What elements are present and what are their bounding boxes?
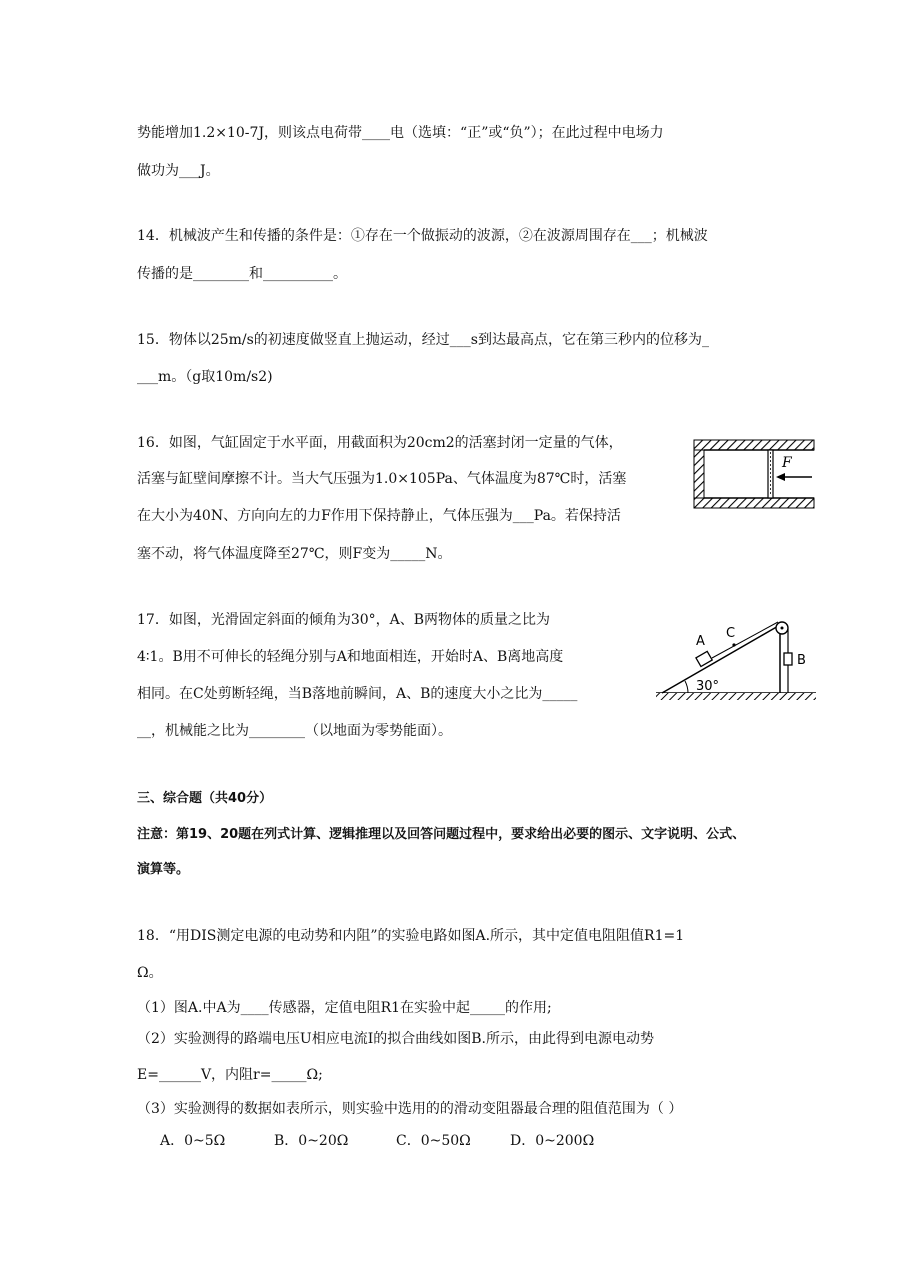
q16-line-2: 活塞与缸壁间摩擦不计。当大气压强为1.0×105Pa、气体温度为87℃时，活塞 xyxy=(137,471,627,487)
ground-hatch xyxy=(656,693,816,700)
q18-part-1: （1）图A.中A为____传感器，定值电阻R1在实验中起_____的作用; xyxy=(137,1000,552,1016)
q17-line-4: __，机械能之比为________（以地面为零势能面）。 xyxy=(137,723,452,739)
block-a xyxy=(696,651,712,666)
q18-part-2: （2）实验测得的路端电压U相应电流I的拟合曲线如图B.所示，由此得到电源电动势 xyxy=(137,1031,654,1047)
section-note-line-2: 演算等。 xyxy=(137,862,190,877)
rope xyxy=(712,622,778,658)
q13-line-2: 做功为___J。 xyxy=(137,163,220,179)
q18-part-2-cont: E=______V，内阻r=_____Ω; xyxy=(137,1067,323,1083)
cylinder-left-wall xyxy=(694,450,704,498)
cylinder-figure xyxy=(690,435,820,515)
option-c: C．0~50Ω xyxy=(396,1133,471,1149)
q18-part-3: （3）实验测得的数据如表所示，则实验中选用的的滑动变阻器最合理的阻值范围为（ ） xyxy=(137,1101,683,1117)
force-label: F xyxy=(782,455,792,471)
q16-line-4: 塞不动，将气体温度降至27℃，则F变为_____N。 xyxy=(137,546,452,562)
option-a: A．0~5Ω xyxy=(160,1133,226,1149)
q17-line-2: 4∶1。B用不可伸长的轻绳分别与A和地面相连，开始时A、B离地高度 xyxy=(137,649,564,665)
section-note-line-1: 注意：第19、20题在列式计算、逻辑推理以及回答问题过程中，要求给出必要的图示、文字说明、公式、 xyxy=(137,827,746,842)
q15-line-2: ___m。（g取10m/s2) xyxy=(137,369,273,385)
incline-surface xyxy=(662,625,780,693)
incline-figure xyxy=(652,615,822,710)
cylinder-bottom-wall xyxy=(694,498,814,508)
label-a: A xyxy=(696,634,705,649)
q13-line-1: 势能增加1.2×10-7J，则该点电荷带____电（选填：“正”或“负”）；在此过程中电场力 xyxy=(137,125,664,141)
q14-line-1: 14．机械波产生和传播的条件是：①存在一个做振动的波源，②在波源周围存在___；机械波 xyxy=(137,228,708,244)
label-c: C xyxy=(726,626,736,641)
label-b: B xyxy=(797,653,806,668)
q17-line-1: 17．如图，光滑固定斜面的倾角为30°，A、B两物体的质量之比为 xyxy=(137,612,551,628)
option-b: B．0~20Ω xyxy=(274,1133,349,1149)
section-heading: 三、综合题（共40分） xyxy=(137,791,273,806)
cylinder-top-wall xyxy=(694,440,814,450)
point-c xyxy=(732,643,735,646)
q15-line-1: 15．物体以25m/s的初速度做竖直上抛运动，经过___s到达最高点，它在第三秒内的位移为_ xyxy=(137,332,709,348)
block-b xyxy=(784,653,792,665)
q18-line-2: Ω。 xyxy=(137,965,163,981)
q17-line-3: 相同。在C处剪断轻绳，当B落地前瞬间，A、B的速度大小之比为_____ xyxy=(137,686,578,702)
q18-line-1: 18．“用DIS测定电源的电动势和内阻”的实验电路如图A.所示，其中定值电阻阻值R1=1 xyxy=(137,928,685,944)
q16-line-1: 16．如图，气缸固定于水平面，用截面积为20cm2的活塞封闭一定量的气体， xyxy=(137,435,623,451)
label-angle: 30° xyxy=(696,679,720,694)
q14-line-2: 传播的是________和__________。 xyxy=(137,266,347,282)
option-d: D．0~200Ω xyxy=(510,1133,595,1149)
q16-line-3: 在大小为40N、方向向左的力F作用下保持静止，气体压强为___Pa。若保持活 xyxy=(137,508,621,524)
